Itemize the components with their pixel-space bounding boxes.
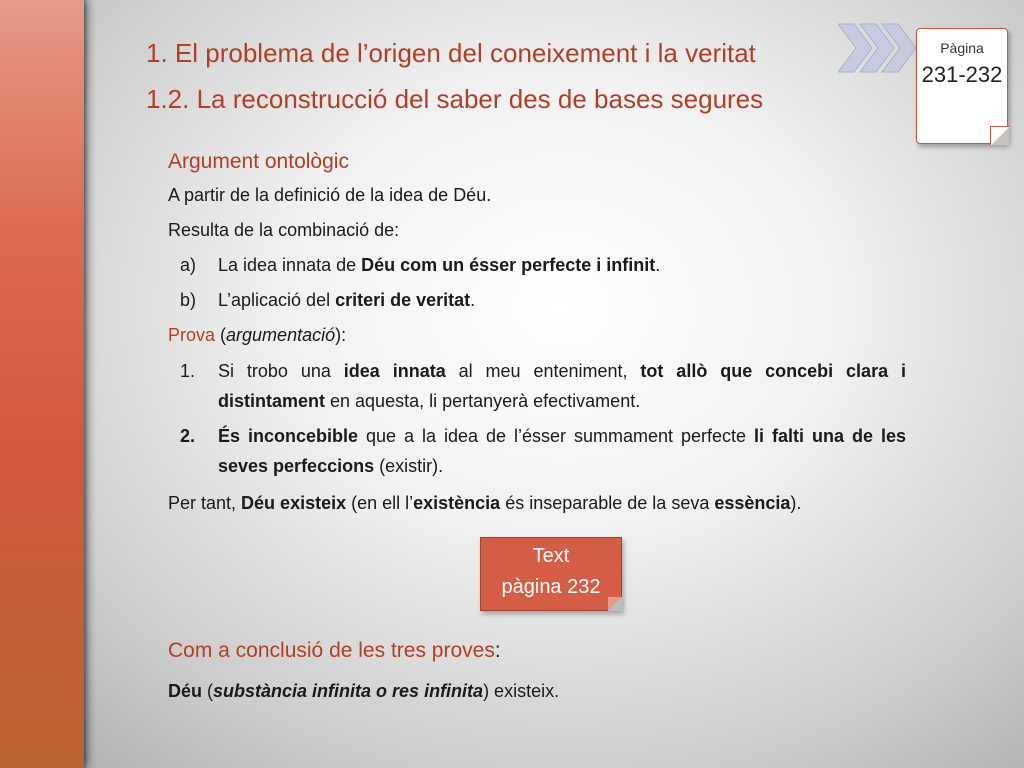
argument-heading: Argument ontològic [168,150,349,173]
text-page-button[interactable] [480,537,622,611]
list-marker: 1. [180,361,196,381]
proof-heading: Prova (argumentació): [168,325,347,345]
list-item-text: L’aplicació del criteri de veritat. [218,290,476,310]
sidebar-decoration [0,0,84,768]
title-line-2: 1.2. La reconstrucció del saber des de bases segures [146,84,764,114]
folded-corner [990,126,1009,145]
conclusion-heading: Com a conclusió de les tres proves: [168,639,501,662]
list-marker: b) [180,290,197,310]
list-item-text: Si trobo una idea innata al meu enteniment, tot allò que concebi clara i distintament en aquesta, li pertanyerà efectivament. [218,361,906,411]
list-item [168,283,906,318]
sidebar-shadow [84,0,88,768]
folded-corner [608,597,622,611]
proof-steps [168,356,906,481]
page-reference-box [916,28,1008,144]
title-line-1: 1. El problema de l’origen del coneixement i la veritat [146,38,756,68]
slide-title [146,30,846,122]
combination-list [168,248,906,318]
page-number: 231-232 [921,62,1003,87]
combination-text: Resulta de la combinació de: [168,220,400,240]
list-item [168,356,906,416]
text-button-line-1: Text [532,545,570,567]
list-item-text: La idea innata de Déu com un ésser perfecte i infinit. [218,255,661,275]
conclusion-text: Déu (substància infinita o res infinita) existeix. [168,681,560,701]
therefore-text: Per tant, Déu existeix (en ell l’existència és inseparable de la seva essència). [168,493,802,513]
text-button-line-2: pàgina 232 [501,576,601,598]
list-marker: 2. [180,426,196,446]
list-item [168,248,906,283]
list-item [168,421,906,481]
argument-intro: A partir de la definició de la idea de Déu. [168,185,492,205]
main-content [168,146,906,521]
list-item-text: És inconcebible que a la idea de l’ésser summament perfecte li falti una de les seves perfeccions (existir). [218,426,906,476]
list-marker: a) [180,255,197,275]
page-label: Pàgina [940,40,984,56]
triple-chevron-right-icon [838,22,928,74]
